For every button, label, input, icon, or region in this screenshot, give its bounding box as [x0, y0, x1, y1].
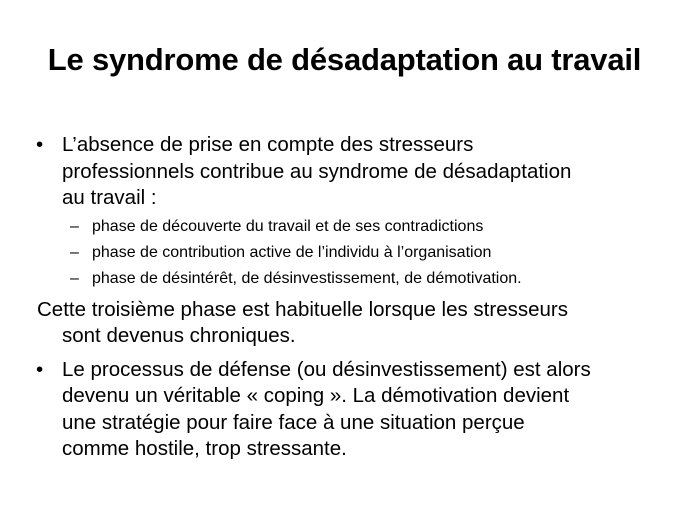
sub-bullet-item [0, 266, 689, 292]
paragraph-line: Cette troisième phase est habituelle lorsque les stresseurs [37, 297, 568, 321]
bullet-text-line: Le processus de défense (ou désinvestissement) est alors [62, 357, 591, 381]
bullet-text-line: une stratégie pour faire face à une situation perçue [62, 410, 525, 434]
slide-body [0, 132, 689, 463]
bullet-icon: • [36, 357, 44, 381]
sub-bullet-text: phase de contribution active de l’individu à l’organisation [92, 243, 492, 261]
sub-bullet-item [0, 240, 689, 266]
sub-bullet-item [0, 214, 689, 240]
sub-bullet-text: phase de désintérêt, de désinvestissement, de démotivation. [92, 269, 522, 287]
bullet-item [0, 132, 689, 212]
dash-icon: – [70, 217, 79, 235]
paragraph-line: sont devenus chroniques. [62, 324, 296, 347]
paragraph [0, 297, 689, 350]
dash-icon: – [70, 269, 79, 287]
bullet-text-line: comme hostile, trop stressante. [62, 437, 347, 460]
bullet-icon: • [36, 133, 44, 156]
slide-title: Le syndrome de désadaptation au travail [47, 42, 642, 77]
dash-icon: – [70, 243, 79, 261]
bullet-text-line: au travail : [62, 186, 157, 209]
bullet-text-line: devenu un véritable « coping ». La démotivation devient [62, 384, 570, 407]
bullet-item [0, 357, 689, 463]
bullet-text-line: L’absence de prise en compte des stresseurs [62, 133, 474, 156]
bullet-text-line: professionnels contribue au syndrome de désadaptation [62, 159, 572, 183]
sub-bullet-text: phase de découverte du travail et de ses contradictions [92, 217, 484, 235]
